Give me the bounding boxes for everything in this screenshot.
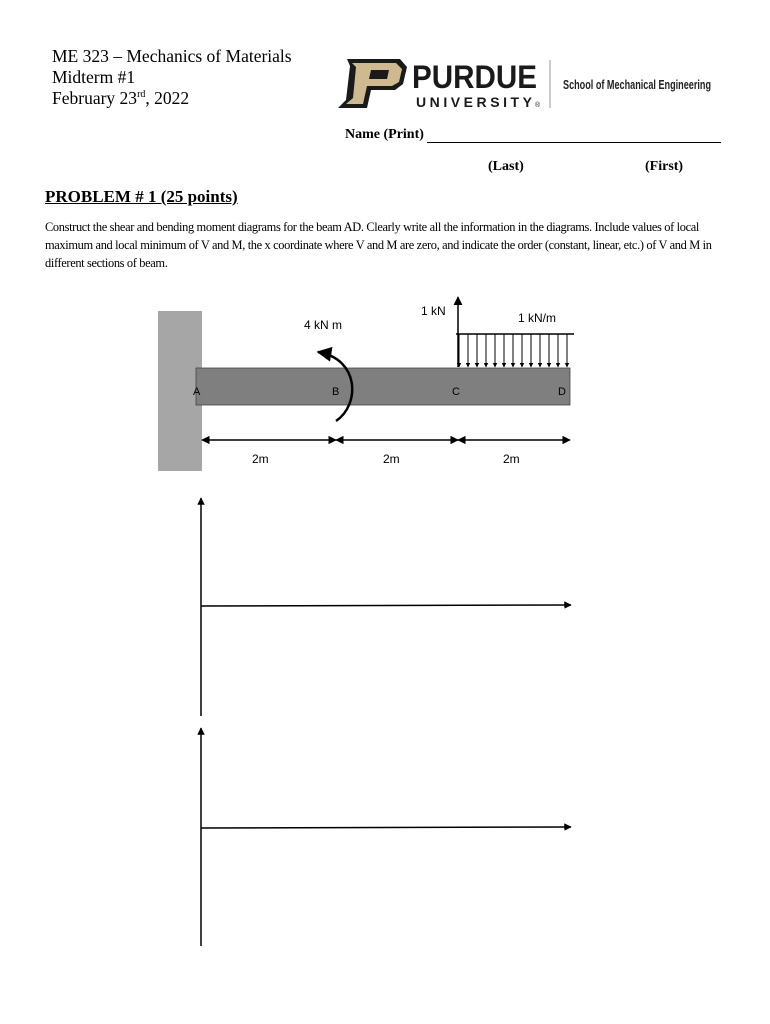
span-label-ab: 2m bbox=[252, 452, 269, 466]
exam-title: Midterm #1 bbox=[52, 67, 136, 87]
university-wordmark: UNIVERSITY bbox=[416, 94, 532, 110]
point-b-label: B bbox=[332, 386, 340, 398]
point-a-label: A bbox=[193, 386, 201, 398]
moment-diagram-axes[interactable] bbox=[201, 728, 571, 946]
span-label-cd: 2m bbox=[503, 452, 520, 466]
shear-horizontal-axis bbox=[201, 605, 571, 606]
course-title: ME 323 – Mechanics of Materials bbox=[52, 46, 292, 66]
course-header bbox=[52, 46, 292, 109]
purdue-logo bbox=[338, 58, 718, 110]
school-name: School of Mechanical Engineering bbox=[563, 77, 712, 92]
moment-horizontal-axis bbox=[201, 827, 571, 828]
trademark-symbol: ® bbox=[535, 102, 541, 109]
name-field[interactable] bbox=[345, 127, 721, 143]
name-label: Name (Print) bbox=[345, 127, 424, 142]
beam-figure bbox=[0, 285, 770, 485]
answer-axes bbox=[0, 490, 770, 960]
shear-diagram-axes[interactable] bbox=[201, 498, 571, 716]
first-name-label: (First) bbox=[645, 159, 684, 174]
problem-statement: Construct the shear and bending moment diagrams for the beam AD. Clearly write all the information in the diagrams. Include values of local maximum and local minimum of V and M, the x coordinate where V and M are zero, and indicate the order (constant, linear, etc.) of V and M in different sections of beam. bbox=[45, 220, 712, 270]
purdue-wordmark: PURDUE bbox=[412, 59, 537, 95]
moment-label: 4 kN m bbox=[304, 318, 343, 332]
purdue-p-emblem bbox=[338, 59, 407, 108]
span-label-bc: 2m bbox=[383, 452, 400, 466]
point-c-label: C bbox=[452, 386, 460, 398]
distributed-load-label: 1 kN/m bbox=[518, 311, 557, 325]
last-name-label: (Last) bbox=[488, 159, 524, 174]
force-label: 1 kN bbox=[421, 304, 446, 318]
distributed-load-icon bbox=[456, 334, 574, 367]
problem-title: PROBLEM # 1 (25 points) bbox=[45, 187, 238, 206]
beam-ad bbox=[196, 368, 570, 405]
point-d-label: D bbox=[558, 386, 566, 398]
name-blank-line[interactable] bbox=[427, 128, 721, 143]
exam-date: February 23rd, 2022 bbox=[52, 88, 190, 108]
